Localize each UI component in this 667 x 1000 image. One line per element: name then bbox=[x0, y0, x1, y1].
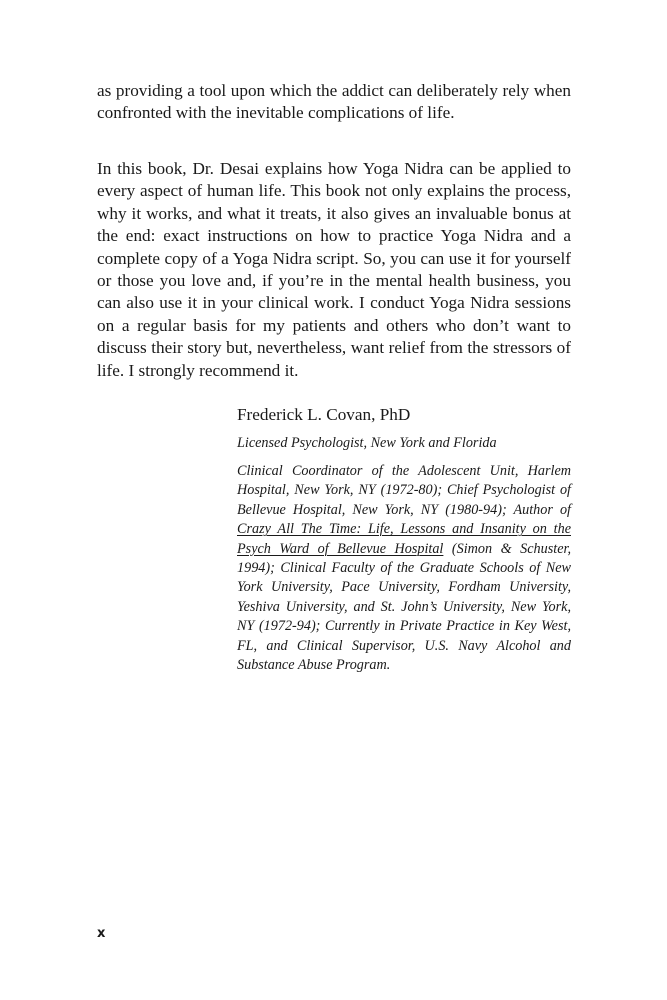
paragraph-continuation: as providing a tool upon which the addict can deliberately rely when confronted with the inevitable complications of life. bbox=[97, 81, 571, 123]
bio-text-before: Clinical Coordinator of the Adolescent Unit, Harlem Hospital, New York, NY (1972-80); Chief Psychologist of Bellevue Hospital, New York, NY (1980-94); Author of bbox=[237, 463, 571, 518]
page-number: x bbox=[97, 926, 106, 941]
book-title: Crazy All The Time: Life, Lessons and Insanity on the Psych Ward of Bellevue Hospital bbox=[237, 521, 571, 557]
endorser-name: Frederick L. Covan, PhD bbox=[237, 405, 411, 424]
endorser-bio bbox=[237, 462, 571, 675]
endorser-title: Licensed Psychologist, New York and Florida bbox=[237, 435, 497, 451]
bio-text-after: (Simon & Schuster, 1994); Clinical Faculty of the Graduate Schools of New York University, Pace University, Fordham University, Yeshiva University, and St. John’s University, New York, NY (1972-94); Currently in Private Practice in Key West, FL, and Clinical Supervisor, U.S. Navy Alcohol and Substance Abuse Program. bbox=[237, 540, 571, 674]
paragraph-endorsement: In this book, Dr. Desai explains how Yoga Nidra can be applied to every aspect of human life. This book not only explains the process, why it works, and what it treats, it also gives an invaluable bonus at the end: exact instructions on how to practice Yoga Nidra and a complete copy of a Yoga Nidra script. So, you can use it for yourself or those you love and, if you’re in the mental health business, you can also use it in your clinical work. I conduct Yoga Nidra sessions on a regular basis for my patients and others who don’t want to discuss their story but, nevertheless, want relief from the stressors of life. I strongly recommend it. bbox=[97, 159, 571, 380]
